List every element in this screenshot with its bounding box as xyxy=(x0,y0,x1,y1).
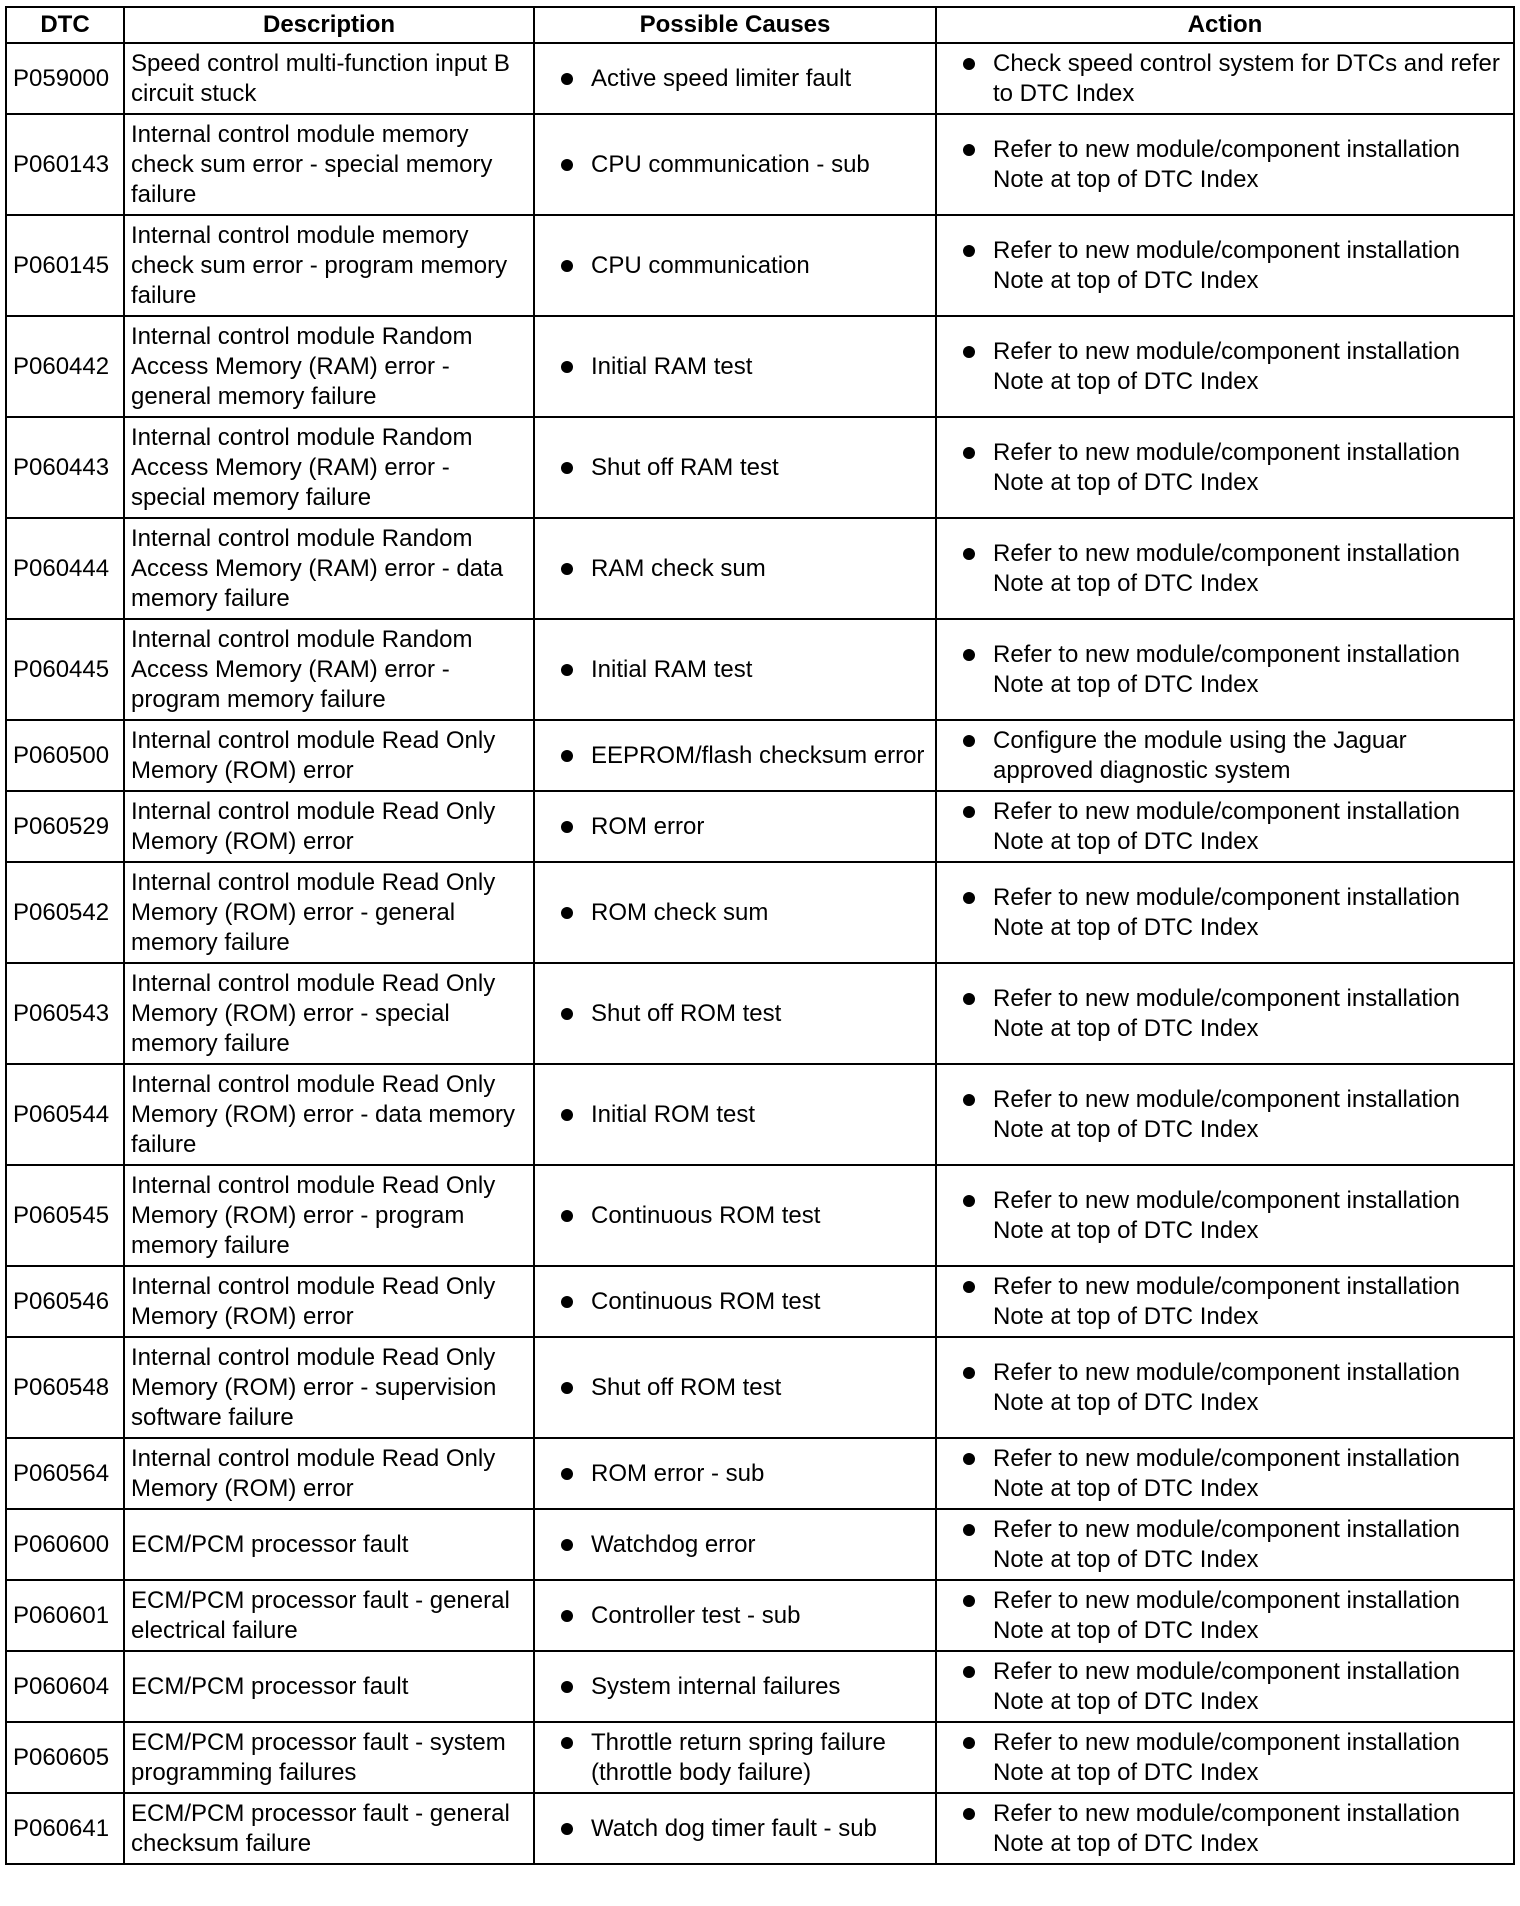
table-row xyxy=(6,1438,1514,1509)
dtc-code: P060544 xyxy=(6,1064,124,1165)
cause-text: Active speed limiter fault xyxy=(591,64,852,92)
action-cell xyxy=(936,791,1514,862)
action-text: Refer to new module/component installation Note at top of DTC Index xyxy=(993,1085,1460,1143)
dtc-code: P060604 xyxy=(6,1651,124,1722)
action-cell xyxy=(936,417,1514,518)
description-cell: ECM/PCM processor fault - general electrical failure xyxy=(124,1580,534,1651)
cause-text: ROM error xyxy=(591,812,705,840)
bullet-icon xyxy=(963,1094,975,1106)
dtc-code: P060545 xyxy=(6,1165,124,1266)
dtc-code: P059000 xyxy=(6,43,124,114)
action-text: Refer to new module/component installation Note at top of DTC Index xyxy=(993,1186,1460,1244)
bullet-icon xyxy=(561,1823,573,1835)
description-cell: Internal control module Read Only Memory (ROM) error - data memory failure xyxy=(124,1064,534,1165)
bullet-icon xyxy=(561,260,573,272)
dtc-code: P060546 xyxy=(6,1266,124,1337)
bullet-icon xyxy=(963,1737,975,1749)
cause-text: Initial RAM test xyxy=(591,352,753,380)
dtc-code: P060542 xyxy=(6,862,124,963)
action-cell xyxy=(936,963,1514,1064)
cause-text: Watchdog error xyxy=(591,1530,756,1558)
action-cell xyxy=(936,316,1514,417)
action-text: Refer to new module/component installation Note at top of DTC Index xyxy=(993,797,1460,855)
dtc-code: P060445 xyxy=(6,619,124,720)
bullet-icon xyxy=(963,447,975,459)
bullet-icon xyxy=(561,1610,573,1622)
bullet-icon xyxy=(963,1453,975,1465)
action-text: Refer to new module/component installation Note at top of DTC Index xyxy=(993,1515,1460,1573)
dtc-code: P060442 xyxy=(6,316,124,417)
bullet-icon xyxy=(561,821,573,833)
bullet-icon xyxy=(963,806,975,818)
cause-cell xyxy=(534,215,936,316)
bullet-icon xyxy=(561,1468,573,1480)
action-cell xyxy=(936,43,1514,114)
cause-text: Shut off ROM test xyxy=(591,999,782,1027)
dtc-code: P060601 xyxy=(6,1580,124,1651)
cause-cell xyxy=(534,114,936,215)
cause-cell xyxy=(534,1509,936,1580)
dtc-code: P060500 xyxy=(6,720,124,791)
cause-text: CPU communication xyxy=(591,251,810,279)
action-cell xyxy=(936,1509,1514,1580)
table-row xyxy=(6,417,1514,518)
cause-cell xyxy=(534,1337,936,1438)
cause-text: Shut off RAM test xyxy=(591,453,779,481)
description-cell: Speed control multi-function input B circuit stuck xyxy=(124,43,534,114)
cause-cell xyxy=(534,1580,936,1651)
description-cell: Internal control module Read Only Memory (ROM) error xyxy=(124,1438,534,1509)
cause-text: Initial RAM test xyxy=(591,655,753,683)
bullet-icon xyxy=(963,993,975,1005)
bullet-icon xyxy=(561,1109,573,1121)
action-text: Refer to new module/component installation Note at top of DTC Index xyxy=(993,1657,1460,1715)
bullet-icon xyxy=(561,1382,573,1394)
action-text: Refer to new module/component installation Note at top of DTC Index xyxy=(993,984,1460,1042)
cause-cell xyxy=(534,720,936,791)
bullet-icon xyxy=(561,1210,573,1222)
description-cell: Internal control module memory check sum error - special memory failure xyxy=(124,114,534,215)
action-text: Configure the module using the Jaguar approved diagnostic system xyxy=(993,726,1407,784)
cause-cell xyxy=(534,417,936,518)
action-text: Check speed control system for DTCs and refer to DTC Index xyxy=(993,49,1500,107)
description-cell: Internal control module Read Only Memory (ROM) error - supervision software failure xyxy=(124,1337,534,1438)
action-text: Refer to new module/component installation Note at top of DTC Index xyxy=(993,1728,1460,1786)
bullet-icon xyxy=(963,649,975,661)
bullet-icon xyxy=(561,159,573,171)
header-description: Description xyxy=(124,7,534,43)
action-text: Refer to new module/component installation Note at top of DTC Index xyxy=(993,883,1460,941)
table-row xyxy=(6,963,1514,1064)
header-action: Action xyxy=(936,7,1514,43)
table-row xyxy=(6,1651,1514,1722)
header-possible-causes: Possible Causes xyxy=(534,7,936,43)
bullet-icon xyxy=(963,892,975,904)
bullet-icon xyxy=(963,1195,975,1207)
bullet-icon xyxy=(963,1281,975,1293)
table-row xyxy=(6,1580,1514,1651)
action-text: Refer to new module/component installation Note at top of DTC Index xyxy=(993,640,1460,698)
dtc-code: P060444 xyxy=(6,518,124,619)
table-header xyxy=(6,7,1514,43)
cause-cell xyxy=(534,518,936,619)
bullet-icon xyxy=(963,1367,975,1379)
cause-cell xyxy=(534,1651,936,1722)
bullet-icon xyxy=(963,548,975,560)
bullet-icon xyxy=(561,750,573,762)
description-cell: Internal control module Read Only Memory (ROM) error - special memory failure xyxy=(124,963,534,1064)
action-text: Refer to new module/component installation Note at top of DTC Index xyxy=(993,539,1460,597)
description-cell: ECM/PCM processor fault - system programming failures xyxy=(124,1722,534,1793)
action-text: Refer to new module/component installation Note at top of DTC Index xyxy=(993,236,1460,294)
bullet-icon xyxy=(561,73,573,85)
bullet-icon xyxy=(561,563,573,575)
action-cell xyxy=(936,1722,1514,1793)
dtc-code: P060443 xyxy=(6,417,124,518)
table-row xyxy=(6,1337,1514,1438)
action-cell xyxy=(936,114,1514,215)
table-row xyxy=(6,1266,1514,1337)
cause-text: Continuous ROM test xyxy=(591,1287,821,1315)
dtc-code: P060600 xyxy=(6,1509,124,1580)
bullet-icon xyxy=(963,1595,975,1607)
dtc-code: P060548 xyxy=(6,1337,124,1438)
description-cell: Internal control module Random Access Memory (RAM) error - program memory failure xyxy=(124,619,534,720)
description-cell: Internal control module Read Only Memory (ROM) error xyxy=(124,1266,534,1337)
bullet-icon xyxy=(561,1681,573,1693)
action-text: Refer to new module/component installation Note at top of DTC Index xyxy=(993,438,1460,496)
description-cell: Internal control module Random Access Memory (RAM) error - general memory failure xyxy=(124,316,534,417)
description-cell: Internal control module Read Only Memory (ROM) error - program memory failure xyxy=(124,1165,534,1266)
cause-text: CPU communication - sub xyxy=(591,150,870,178)
header-dtc: DTC xyxy=(6,7,124,43)
cause-cell xyxy=(534,619,936,720)
cause-text: RAM check sum xyxy=(591,554,766,582)
bullet-icon xyxy=(963,1808,975,1820)
table-row xyxy=(6,619,1514,720)
cause-cell xyxy=(534,791,936,862)
action-cell xyxy=(936,518,1514,619)
description-cell: Internal control module Random Access Memory (RAM) error - special memory failure xyxy=(124,417,534,518)
cause-text: ROM error - sub xyxy=(591,1459,765,1487)
table-row xyxy=(6,316,1514,417)
bullet-icon xyxy=(963,735,975,747)
table-row xyxy=(6,114,1514,215)
cause-cell xyxy=(534,862,936,963)
bullet-icon xyxy=(963,1666,975,1678)
bullet-icon xyxy=(561,1296,573,1308)
bullet-icon xyxy=(963,144,975,156)
table-row xyxy=(6,1064,1514,1165)
bullet-icon xyxy=(561,1008,573,1020)
cause-text: ROM check sum xyxy=(591,898,769,926)
cause-cell xyxy=(534,1793,936,1864)
dtc-code: P060145 xyxy=(6,215,124,316)
action-text: Refer to new module/component installation Note at top of DTC Index xyxy=(993,135,1460,193)
table-row xyxy=(6,518,1514,619)
action-cell xyxy=(936,1337,1514,1438)
action-cell xyxy=(936,1064,1514,1165)
table-row xyxy=(6,791,1514,862)
cause-text: Continuous ROM test xyxy=(591,1201,821,1229)
description-cell: ECM/PCM processor fault xyxy=(124,1651,534,1722)
bullet-icon xyxy=(561,664,573,676)
action-cell xyxy=(936,720,1514,791)
bullet-icon xyxy=(963,1524,975,1536)
description-cell: Internal control module Read Only Memory (ROM) error xyxy=(124,791,534,862)
description-cell: Internal control module Read Only Memory (ROM) error - general memory failure xyxy=(124,862,534,963)
action-cell xyxy=(936,1580,1514,1651)
action-text: Refer to new module/component installation Note at top of DTC Index xyxy=(993,1444,1460,1502)
cause-text: Shut off ROM test xyxy=(591,1373,782,1401)
table-row xyxy=(6,1509,1514,1580)
bullet-icon xyxy=(561,361,573,373)
cause-cell xyxy=(534,43,936,114)
dtc-code: P060143 xyxy=(6,114,124,215)
bullet-icon xyxy=(561,907,573,919)
table-row xyxy=(6,1722,1514,1793)
cause-cell xyxy=(534,316,936,417)
dtc-code: P060605 xyxy=(6,1722,124,1793)
description-cell: ECM/PCM processor fault xyxy=(124,1509,534,1580)
action-text: Refer to new module/component installation Note at top of DTC Index xyxy=(993,337,1460,395)
cause-text: Controller test - sub xyxy=(591,1601,801,1629)
action-cell xyxy=(936,619,1514,720)
cause-text: Watch dog timer fault - sub xyxy=(591,1814,877,1842)
cause-text: Initial ROM test xyxy=(591,1100,756,1128)
bullet-icon xyxy=(963,245,975,257)
bullet-icon xyxy=(963,58,975,70)
table-row xyxy=(6,720,1514,791)
cause-cell xyxy=(534,1722,936,1793)
dtc-code: P060641 xyxy=(6,1793,124,1864)
bullet-icon xyxy=(561,1737,573,1749)
cause-cell xyxy=(534,1064,936,1165)
dtc-code: P060529 xyxy=(6,791,124,862)
table-row xyxy=(6,43,1514,114)
cause-cell xyxy=(534,963,936,1064)
action-cell xyxy=(936,1266,1514,1337)
description-cell: Internal control module Read Only Memory (ROM) error xyxy=(124,720,534,791)
cause-text: EEPROM/flash checksum error xyxy=(591,741,925,769)
action-cell xyxy=(936,1165,1514,1266)
action-cell xyxy=(936,1651,1514,1722)
dtc-table xyxy=(5,6,1515,1865)
action-text: Refer to new module/component installation Note at top of DTC Index xyxy=(993,1272,1460,1330)
cause-text: System internal failures xyxy=(591,1672,841,1700)
table-row xyxy=(6,1793,1514,1864)
action-cell xyxy=(936,1793,1514,1864)
dtc-code: P060564 xyxy=(6,1438,124,1509)
cause-cell xyxy=(534,1266,936,1337)
description-cell: Internal control module Random Access Memory (RAM) error - data memory failure xyxy=(124,518,534,619)
dtc-code: P060543 xyxy=(6,963,124,1064)
action-cell xyxy=(936,215,1514,316)
table-row xyxy=(6,215,1514,316)
action-text: Refer to new module/component installation Note at top of DTC Index xyxy=(993,1358,1460,1416)
cause-text: Throttle return spring failure (throttle body failure) xyxy=(591,1728,886,1786)
action-text: Refer to new module/component installation Note at top of DTC Index xyxy=(993,1586,1460,1644)
bullet-icon xyxy=(963,346,975,358)
action-cell xyxy=(936,862,1514,963)
cause-cell xyxy=(534,1165,936,1266)
action-cell xyxy=(936,1438,1514,1509)
table-row xyxy=(6,862,1514,963)
action-text: Refer to new module/component installation Note at top of DTC Index xyxy=(993,1799,1460,1857)
description-cell: ECM/PCM processor fault - general checksum failure xyxy=(124,1793,534,1864)
bullet-icon xyxy=(561,1539,573,1551)
cause-cell xyxy=(534,1438,936,1509)
bullet-icon xyxy=(561,462,573,474)
table-row xyxy=(6,1165,1514,1266)
description-cell: Internal control module memory check sum error - program memory failure xyxy=(124,215,534,316)
